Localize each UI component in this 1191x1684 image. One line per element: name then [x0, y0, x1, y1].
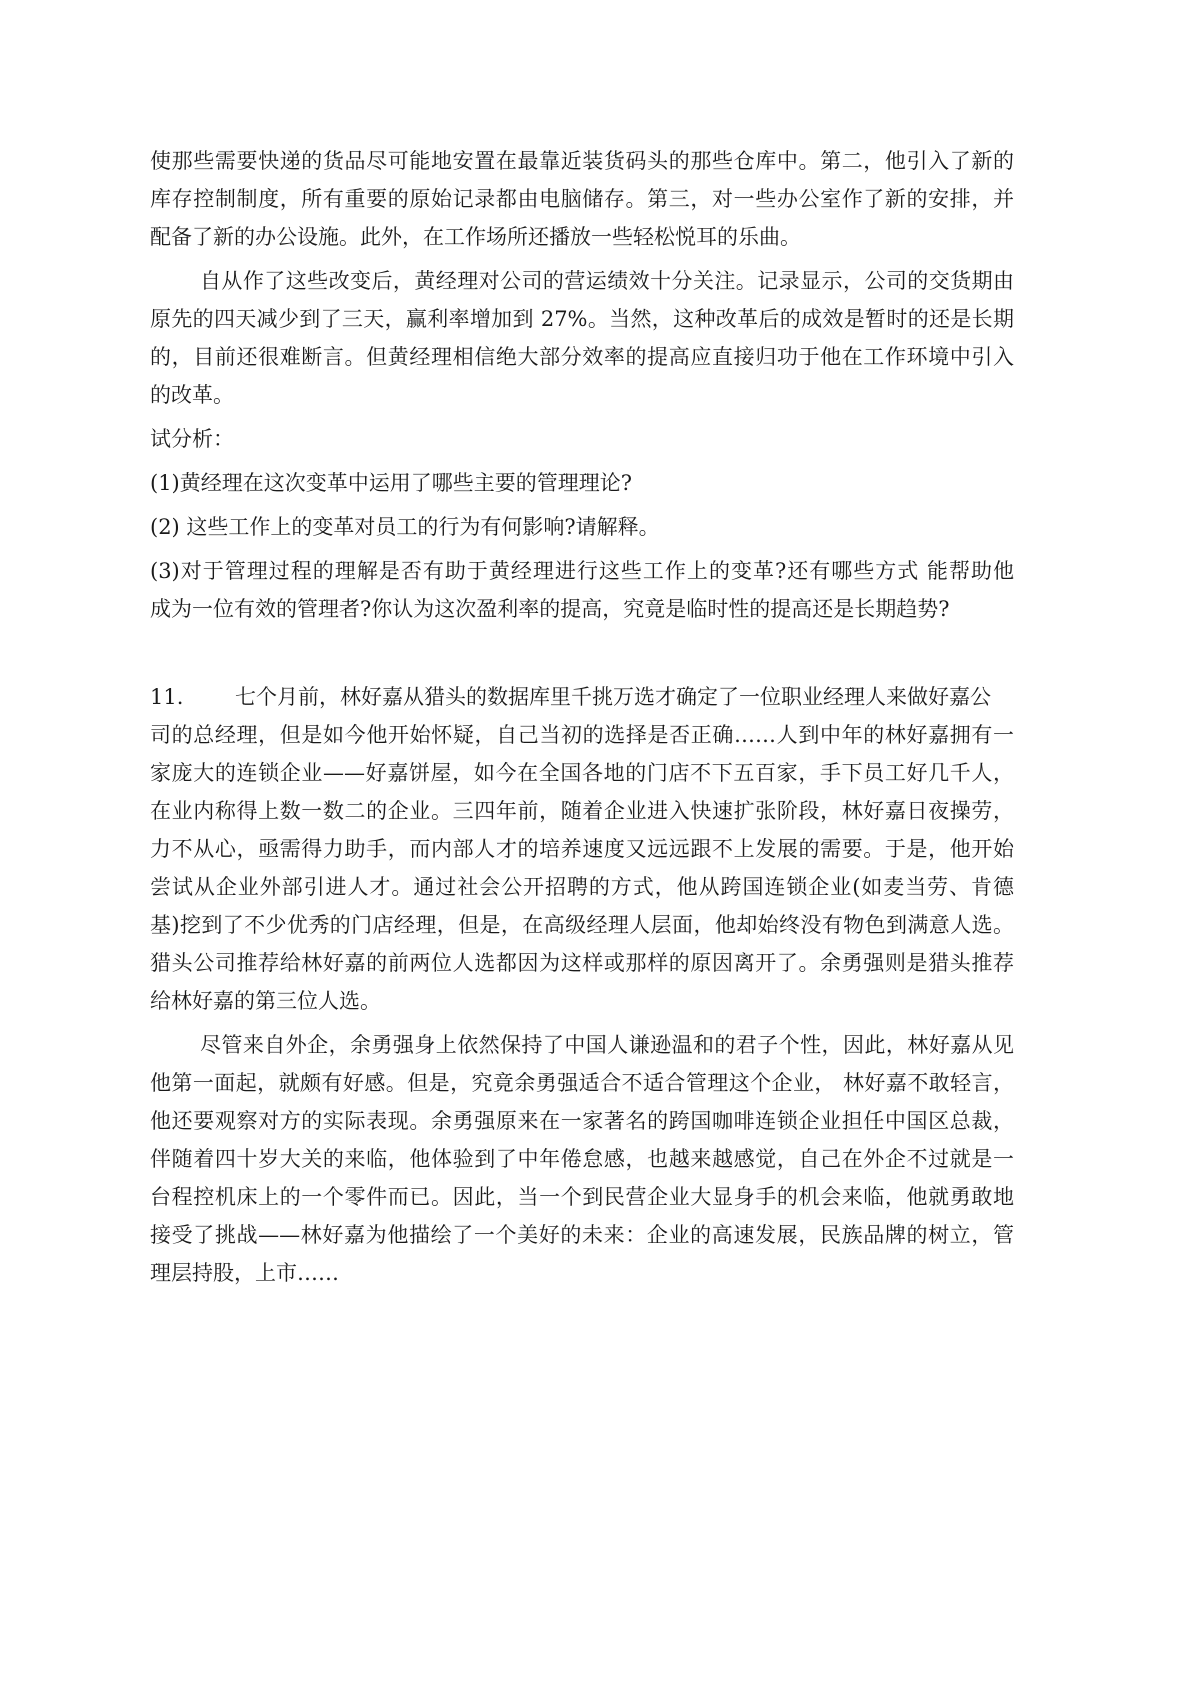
- question-1: (1)黄经理在这次变革中运用了哪些主要的管理理论?: [150, 471, 633, 495]
- text-line: 给林好嘉的第三位人选。: [150, 989, 381, 1013]
- text-line: 自从作了这些改变后，黄经理对公司的营运绩效十分关注。记录显示，公司的交货期由: [200, 269, 1014, 293]
- text-line: 猎头公司推荐给林好嘉的前两位人选都因为这样或那样的原因离开了。余勇强则是猎头推荐: [150, 951, 1014, 975]
- text-line: 力不从心，亟需得力助手，而内部人才的培养速度又远远跟不上发展的需要。于是，他开始: [150, 837, 1014, 861]
- paragraph: [150, 142, 1014, 256]
- text-line: 七个月前，林好嘉从猎头的数据库里千挑万选才确定了一位职业经理人来做好嘉公: [235, 685, 991, 709]
- text-line: 司的总经理，但是如今他开始怀疑，自己当初的选择是否正确……人到中年的林好嘉拥有一: [150, 723, 1014, 747]
- paragraph: [150, 1026, 1014, 1292]
- question-3-line: 成为一位有效的管理者?你认为这次盈利率的提高，究竟是临时性的提高还是长期趋势?: [150, 597, 950, 621]
- text-line: 库存控制制度，所有重要的原始记录都由电脑储存。第三，对一些办公室作了新的安排，并: [150, 187, 1014, 211]
- question-3-line: (3)对于管理过程的理解是否有助于黄经理进行这些工作上的变革?还有哪些方式 能帮助他: [150, 559, 1014, 583]
- text-line: 基)挖到了不少优秀的门店经理，但是，在高级经理人层面，他却始终没有物色到满意人选。: [150, 913, 1014, 937]
- text-line: 的，目前还很难断言。但黄经理相信绝大部分效率的提高应直接归功于他在工作环境中引入: [150, 345, 1014, 369]
- analysis-section: [150, 420, 1014, 628]
- text-line: 接受了挑战——林好嘉为他描绘了一个美好的未来：企业的高速发展，民族品牌的树立，管: [150, 1223, 1014, 1247]
- text-line: 尝试从企业外部引进人才。通过社会公开招聘的方式，他从跨国连锁企业(如麦当劳、肯德: [150, 875, 1014, 899]
- case-11: [150, 678, 1014, 1292]
- text-line: 尽管来自外企，余勇强身上依然保持了中国人谦逊温和的君子个性，因此，林好嘉从见: [200, 1033, 1014, 1057]
- text-line: 他还要观察对方的实际表现。余勇强原来在一家著名的跨国咖啡连锁企业担任中国区总裁，: [150, 1109, 1014, 1133]
- paragraph: [150, 262, 1014, 414]
- document-body: [150, 142, 1014, 1292]
- text-line: 配备了新的办公设施。此外，在工作场所还播放一些轻松悦耳的乐曲。: [150, 225, 801, 249]
- text-line: 台程控机床上的一个零件而已。因此，当一个到民营企业大显身手的机会来临，他就勇敢地: [150, 1185, 1014, 1209]
- text-line: 原先的四天减少到了三天，赢利率增加到 27%。当然，这种改革后的成效是暂时的还是长期: [150, 307, 1014, 331]
- text-line: 使那些需要快递的货品尽可能地安置在最靠近装货码头的那些仓库中。第二，他引入了新的: [150, 149, 1014, 173]
- text-line: 理层持股，上市……: [150, 1261, 339, 1285]
- text-line: 他第一面起，就颇有好感。但是，究竟余勇强适合不适合管理这个企业， 林好嘉不敢轻言，: [150, 1071, 1014, 1095]
- question-2: (2) 这些工作上的变革对员工的行为有何影响?请解释。: [150, 515, 660, 539]
- case-number: 11.: [150, 685, 184, 709]
- text-line: 家庞大的连锁企业——好嘉饼屋，如今在全国各地的门店不下五百家，手下员工好几千人，: [150, 761, 1014, 785]
- text-line: 伴随着四十岁大关的来临，他体验到了中年倦怠感，也越来越感觉，自己在外企不过就是一: [150, 1147, 1014, 1171]
- case-first-line: [150, 678, 1014, 716]
- text-line: 在业内称得上数一数二的企业。三四年前，随着企业进入快速扩张阶段，林好嘉日夜操劳，: [150, 799, 1014, 823]
- analysis-heading: 试分析：: [150, 427, 234, 451]
- text-line: 的改革。: [150, 383, 234, 407]
